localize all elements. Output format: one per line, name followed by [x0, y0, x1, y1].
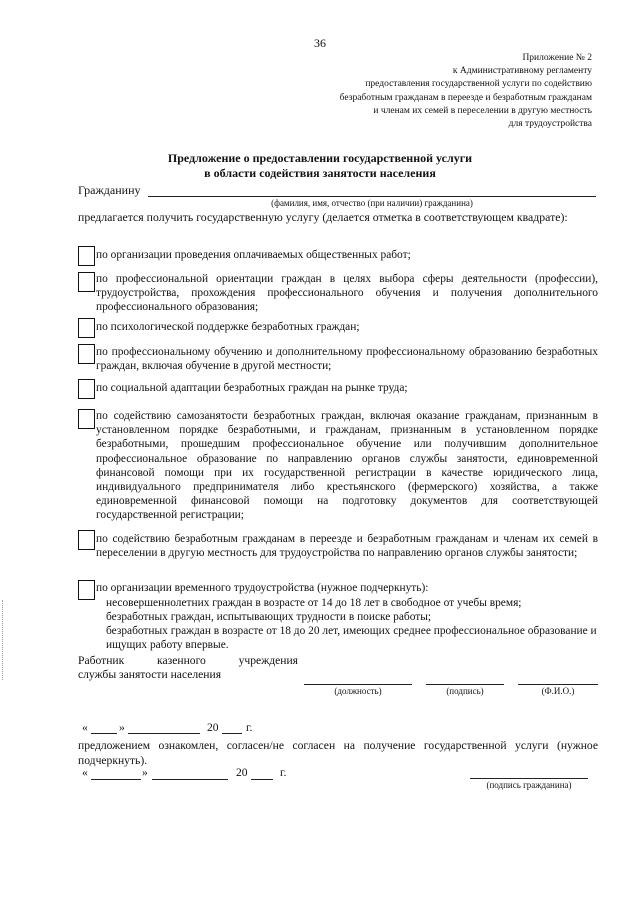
sub-option-young-graduates[interactable]: безработных граждан в возрасте от 18 до 20 лет, имеющих среднее профессиональное образование и ищущих работу впервые.	[106, 625, 597, 652]
sub-option-job-search-difficulties[interactable]: безработных граждан, испытывающих трудности в поиске работы;	[106, 611, 432, 623]
appendix-line: безработным гражданам в переезде и безработным гражданам	[339, 92, 592, 103]
title-line-1: Предложение о предоставлении государственной услуги	[167, 151, 473, 165]
date2-year-prefix: 20	[236, 766, 248, 779]
option-checkbox-professional-training[interactable]	[78, 344, 95, 364]
document-title	[0, 151, 640, 181]
option-label-professional-training: по профессиональному обучению и дополнительному профессиональному образованию безработных граждан, включая обучение в другой местности;	[96, 346, 598, 373]
date1-year-prefix: 20	[207, 721, 219, 734]
title-line-2: в области содействия занятости населения	[204, 166, 436, 180]
citizen-signature-field[interactable]	[470, 778, 588, 779]
citizen-signature-caption: (подпись гражданина)	[486, 780, 572, 790]
citizen-name-caption: (фамилия, имя, отчество (при наличии) гражданина)	[271, 198, 473, 208]
option-checkbox-public-works[interactable]	[78, 246, 95, 266]
caption-position: (должность)	[334, 686, 382, 696]
option-label-temporary-employment: по организации временного трудоустройства (нужное подчеркнуть):	[96, 582, 429, 594]
intro-text: предлагается получить государственную услугу (делается отметка в соответствующем квадрате):	[78, 210, 568, 224]
option-label-psychological-support: по психологической поддержке безработных граждан;	[96, 321, 360, 333]
appendix-header	[340, 52, 592, 131]
date1-year-field[interactable]	[222, 733, 242, 734]
date2-day-field[interactable]	[91, 779, 141, 780]
appendix-line: предоставления государственной услуги по содействию	[365, 79, 592, 90]
option-label-public-works: по организации проведения оплачиваемых общественных работ;	[96, 249, 411, 261]
option-label-social-adaptation: по социальной адаптации безработных граждан на рынке труда;	[96, 382, 408, 394]
date2-year-suffix: г.	[280, 766, 287, 779]
option-checkbox-psychological-support[interactable]	[78, 318, 95, 338]
date2-month-field[interactable]	[152, 779, 228, 780]
appendix-line: для трудоустройства	[508, 119, 592, 130]
caption-signature: (подпись)	[446, 686, 484, 696]
date2-close-quote: »	[142, 766, 148, 779]
sub-option-minors[interactable]: несовершеннолетних граждан в возрасте от 14 до 18 лет в свободное от учебы время;	[106, 597, 522, 609]
date1-year-suffix: г.	[246, 721, 253, 734]
date1-month-field[interactable]	[128, 733, 200, 734]
page-number: 36	[314, 36, 326, 50]
option-checkbox-career-guidance[interactable]	[78, 272, 95, 292]
worker-line-2: службы занятости населения	[78, 668, 222, 681]
appendix-line: и членам их семей в переселении в другую местность	[373, 105, 592, 116]
option-label-career-guidance: по профессиональной ориентации граждан в целях выбора сферы деятельности (профессии), трудоустройства, прохождения профессионального обучения и получения дополнительного профессионального образования;	[96, 273, 598, 314]
worker-name-field[interactable]	[518, 684, 598, 685]
option-checkbox-relocation[interactable]	[78, 530, 95, 550]
appendix-line: к Административному регламенту	[452, 66, 592, 77]
worker-position-field[interactable]	[304, 684, 412, 685]
option-label-relocation: по содействию безработным гражданам в переезде и безработным гражданам и членам их семей в переселении в другую местность для трудоустройства по направлению органов службы занятости;	[96, 533, 598, 560]
date2-open-quote: «	[82, 766, 88, 779]
worker-signature-field[interactable]	[426, 684, 504, 685]
worker-line-1: Работник казенного учреждения	[78, 654, 298, 667]
option-checkbox-social-adaptation[interactable]	[78, 379, 95, 399]
option-label-self-employment: по содействию самозанятости безработных граждан, включая оказание гражданам, признанным в установленном порядке безработными, и гражданам, признанным в установленном порядке безработными, прошедшим профессиональное обучение или получившим дополнительное профессиональное образование по направлению органов службы занятости, единовременной финансовой помощи при их государственной регистрации в качестве юридического лица, индивидуального предпринимателя либо крестьянского (фермерского) хозяйства, а также единовременной финансовой помощи на подготовку документов для соответствующей государственной регистрации;	[96, 410, 598, 522]
date1-open-quote: «	[82, 721, 88, 734]
date2-year-field[interactable]	[251, 779, 273, 780]
option-checkbox-self-employment[interactable]	[78, 409, 95, 429]
option-checkbox-temporary-employment[interactable]	[78, 580, 95, 600]
citizen-label: Гражданину	[78, 183, 141, 197]
caption-name: (Ф.И.О.)	[541, 686, 575, 696]
date1-day-field[interactable]	[91, 733, 117, 734]
appendix-line: Приложение № 2	[522, 53, 592, 63]
scan-margin-marks	[2, 600, 4, 680]
acknowledgement-text: предложением ознакомлен, согласен/не согласен на получение государственной услуги (нужное подчеркнуть).	[78, 739, 598, 767]
citizen-name-field[interactable]	[148, 196, 596, 197]
date1-close-quote: »	[119, 721, 125, 734]
